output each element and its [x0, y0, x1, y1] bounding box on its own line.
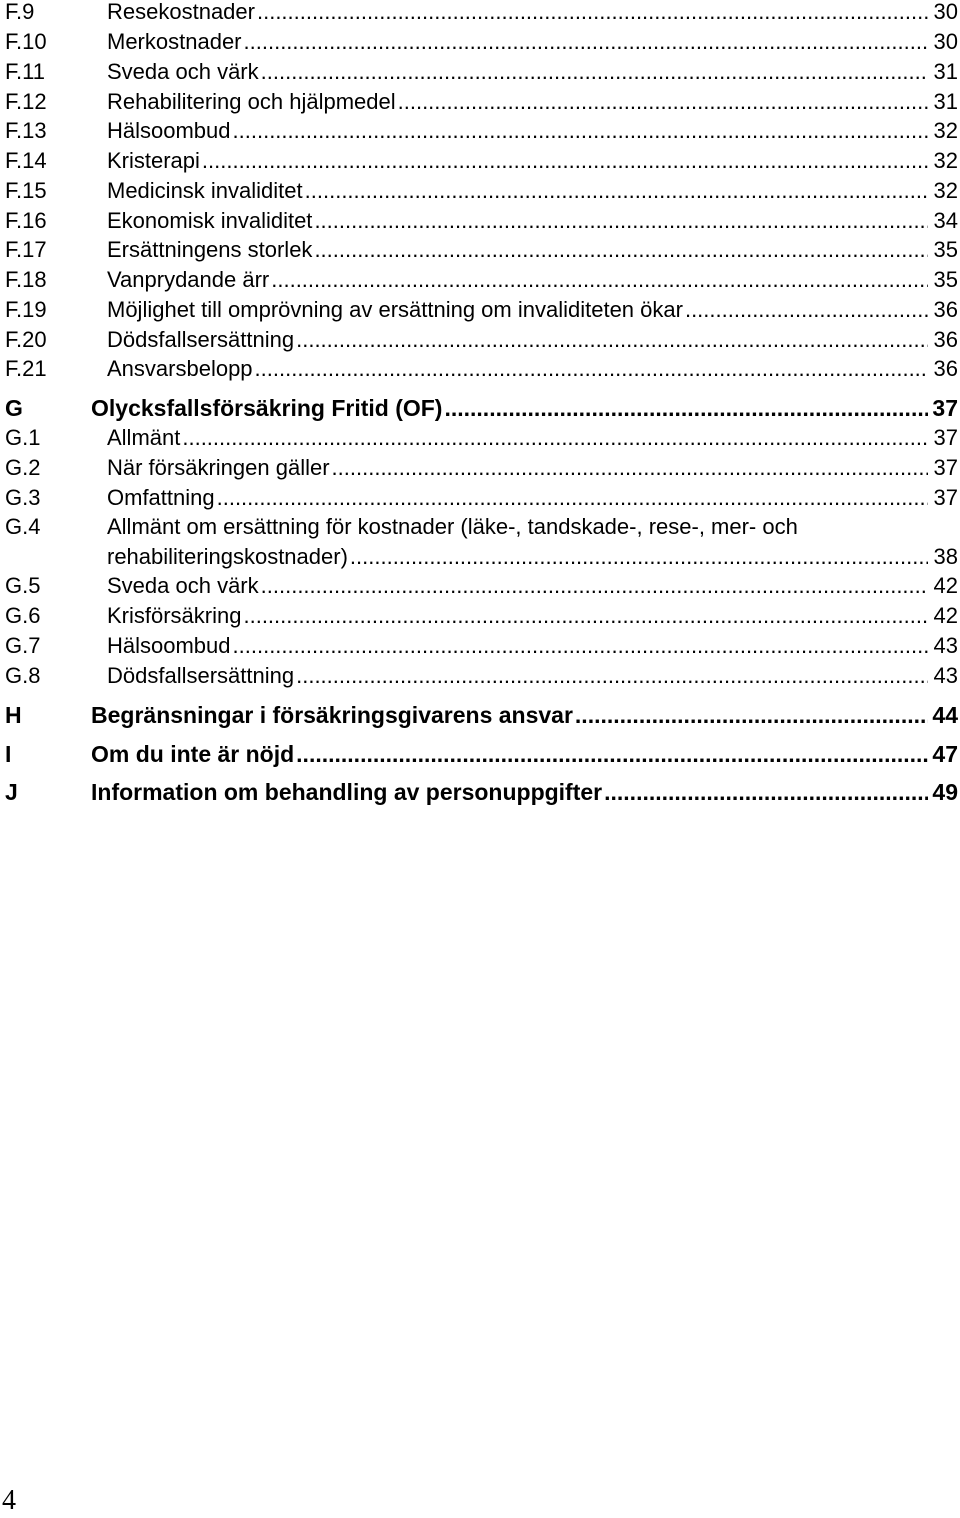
- toc-entry-title: rehabiliteringskostnader): [107, 544, 348, 569]
- toc-entry-page: 34: [933, 208, 958, 233]
- dot-leader: [243, 601, 928, 631]
- toc-entry-page: 42: [933, 603, 958, 628]
- toc-entry-number: F.11: [5, 59, 45, 84]
- toc-entry-title: Krisförsäkring: [107, 603, 242, 628]
- toc-entry[interactable]: [0, 57, 960, 87]
- toc-entry[interactable]: [0, 483, 960, 513]
- toc-entry[interactable]: [0, 512, 960, 572]
- toc-entry-title: Ansvarsbelopp: [107, 356, 253, 381]
- toc-entry-title: Om du inte är nöjd: [91, 741, 295, 767]
- toc-entry-title: Sveda och värk: [107, 573, 259, 598]
- toc-entry-page: 32: [933, 178, 958, 203]
- toc-entry[interactable]: [0, 235, 960, 265]
- toc-entry-number: G.5: [5, 573, 41, 598]
- toc-entry-page: 37: [933, 425, 958, 450]
- toc-entry-title: Ekonomisk invaliditet: [107, 208, 313, 233]
- toc-entry[interactable]: [0, 116, 960, 146]
- toc-entry-page: 49: [932, 779, 958, 805]
- dot-leader: [350, 542, 928, 572]
- toc-entry-page: 35: [933, 237, 958, 262]
- toc-entry[interactable]: [0, 453, 960, 483]
- toc-entry[interactable]: [0, 87, 960, 117]
- toc-entry-number: G.2: [5, 455, 41, 480]
- dot-leader: [296, 325, 928, 355]
- toc-entry-title: Möjlighet till omprövning av ersättning om invaliditeten ökar: [107, 297, 683, 322]
- toc-entry-title: Omfattning: [107, 485, 215, 510]
- toc-entry-page: 38: [933, 544, 958, 569]
- dot-leader: [685, 295, 928, 325]
- dot-leader: [257, 0, 928, 27]
- toc-entry-number: F.18: [5, 267, 47, 292]
- toc-entry-title: Merkostnader: [107, 29, 242, 54]
- dot-leader: [296, 661, 928, 691]
- dot-leader: [296, 739, 928, 769]
- toc-entry-title: Begränsningar i försäkringsgivarens ansvar: [91, 702, 573, 728]
- toc-entry-page: 32: [933, 118, 958, 143]
- dot-leader: [217, 483, 928, 513]
- toc-entry-page: 43: [933, 633, 958, 658]
- dot-leader: [233, 631, 928, 661]
- toc-entry-number: F.17: [5, 237, 47, 262]
- toc-entry[interactable]: [0, 571, 960, 601]
- dot-leader: [271, 265, 928, 295]
- toc-entry-number: F.20: [5, 327, 47, 352]
- toc-entry-number: G.7: [5, 633, 41, 658]
- toc-entry-number: G: [5, 395, 23, 421]
- toc-entry-page: 37: [933, 485, 958, 510]
- toc-entry-page: 30: [933, 0, 958, 24]
- toc-entry[interactable]: [0, 661, 960, 691]
- dot-leader: [305, 176, 928, 206]
- toc-entry[interactable]: [0, 0, 960, 27]
- toc-entry-number: G.4: [5, 514, 41, 539]
- toc-entry-title: Dödsfallsersättning: [107, 663, 295, 688]
- toc-entry-title-line1: Allmänt om ersättning för kostnader (läke-, tandskade-, rese-, mer- och: [107, 514, 798, 539]
- dot-leader: [182, 423, 928, 453]
- toc-entry-page: 44: [932, 702, 958, 728]
- toc-entry-page: 36: [933, 297, 958, 322]
- toc-entry-number: G.3: [5, 485, 41, 510]
- dot-leader: [233, 116, 928, 146]
- toc-entry-page: 32: [933, 148, 958, 173]
- toc-entry[interactable]: [0, 206, 960, 236]
- toc-entry-title: Vanprydande ärr: [107, 267, 270, 292]
- toc-entry[interactable]: [0, 354, 960, 384]
- toc-entry-number: F.12: [5, 89, 47, 114]
- toc-entry-number: J: [5, 779, 18, 805]
- toc-entry[interactable]: [0, 423, 960, 453]
- toc-entry-title: Information om behandling av personuppgifter: [91, 779, 603, 805]
- toc-entry-number: I: [5, 741, 12, 767]
- dot-leader: [398, 87, 928, 117]
- dot-leader: [314, 235, 928, 265]
- toc-entry[interactable]: [0, 700, 960, 730]
- toc-entry-title: Resekostnader: [107, 0, 255, 24]
- dot-leader: [575, 700, 928, 730]
- toc-entry-page: 37: [933, 455, 958, 480]
- toc-entry-title: Rehabilitering och hjälpmedel: [107, 89, 396, 114]
- dot-leader: [314, 206, 928, 236]
- toc-entry-title: Hälsoombud: [107, 118, 231, 143]
- toc-entry-page: 30: [933, 29, 958, 54]
- toc-entry-page: 31: [933, 59, 958, 84]
- toc-entry[interactable]: [0, 295, 960, 325]
- toc-entry-page: 31: [933, 89, 958, 114]
- toc-entry[interactable]: [0, 739, 960, 769]
- toc-entry-number: G.6: [5, 603, 41, 628]
- toc-entry-number: H: [5, 702, 22, 728]
- toc-entry-title: Ersättningens storlek: [107, 237, 313, 262]
- dot-leader: [444, 393, 928, 423]
- toc-entry[interactable]: [0, 146, 960, 176]
- toc-entry-number: F.21: [5, 356, 47, 381]
- toc-entry[interactable]: [0, 631, 960, 661]
- toc-entry-page: 47: [932, 741, 958, 767]
- toc-entry-number: F.14: [5, 148, 47, 173]
- toc-entry[interactable]: [0, 27, 960, 57]
- toc-entry[interactable]: [0, 393, 960, 423]
- toc-entry[interactable]: [0, 777, 960, 807]
- dot-leader: [244, 27, 928, 57]
- dot-leader: [332, 453, 928, 483]
- toc-entry[interactable]: [0, 265, 960, 295]
- toc-entry-page: 43: [933, 663, 958, 688]
- toc-entry-number: F.15: [5, 178, 47, 203]
- toc-entry-title: Sveda och värk: [107, 59, 259, 84]
- page-number: 4: [2, 1485, 16, 1516]
- toc-entry-number: F.16: [5, 208, 47, 233]
- toc-entry-number: F.13: [5, 118, 47, 143]
- toc-entry-title: Medicinsk invaliditet: [107, 178, 303, 203]
- toc-entry-page: 37: [932, 395, 958, 421]
- toc-entry[interactable]: [0, 176, 960, 206]
- toc-entry-number: F.9: [5, 0, 35, 24]
- toc-entry-title: När försäkringen gäller: [107, 455, 330, 480]
- toc-entry-title: Allmänt: [107, 425, 181, 450]
- toc-entry-number: F.19: [5, 297, 47, 322]
- toc-entry-number: G.8: [5, 663, 41, 688]
- toc-entry-title: Hälsoombud: [107, 633, 231, 658]
- toc-entry-title: Olycksfallsförsäkring Fritid (OF): [91, 395, 443, 421]
- dot-leader: [261, 571, 928, 601]
- toc-entry-page: 35: [933, 267, 958, 292]
- toc-entry-title: Kristerapi: [107, 148, 200, 173]
- dot-leader: [261, 57, 928, 87]
- toc-entry-title: Dödsfallsersättning: [107, 327, 295, 352]
- toc-entry[interactable]: [0, 601, 960, 631]
- toc-entry-page: 36: [933, 327, 958, 352]
- dot-leader: [604, 777, 928, 807]
- toc-entry-page: 36: [933, 356, 958, 381]
- toc-entry-page: 42: [933, 573, 958, 598]
- toc-entry[interactable]: [0, 325, 960, 355]
- toc-entry-number: F.10: [5, 29, 47, 54]
- dot-leader: [202, 146, 928, 176]
- toc-entry-number: G.1: [5, 425, 41, 450]
- dot-leader: [255, 354, 928, 384]
